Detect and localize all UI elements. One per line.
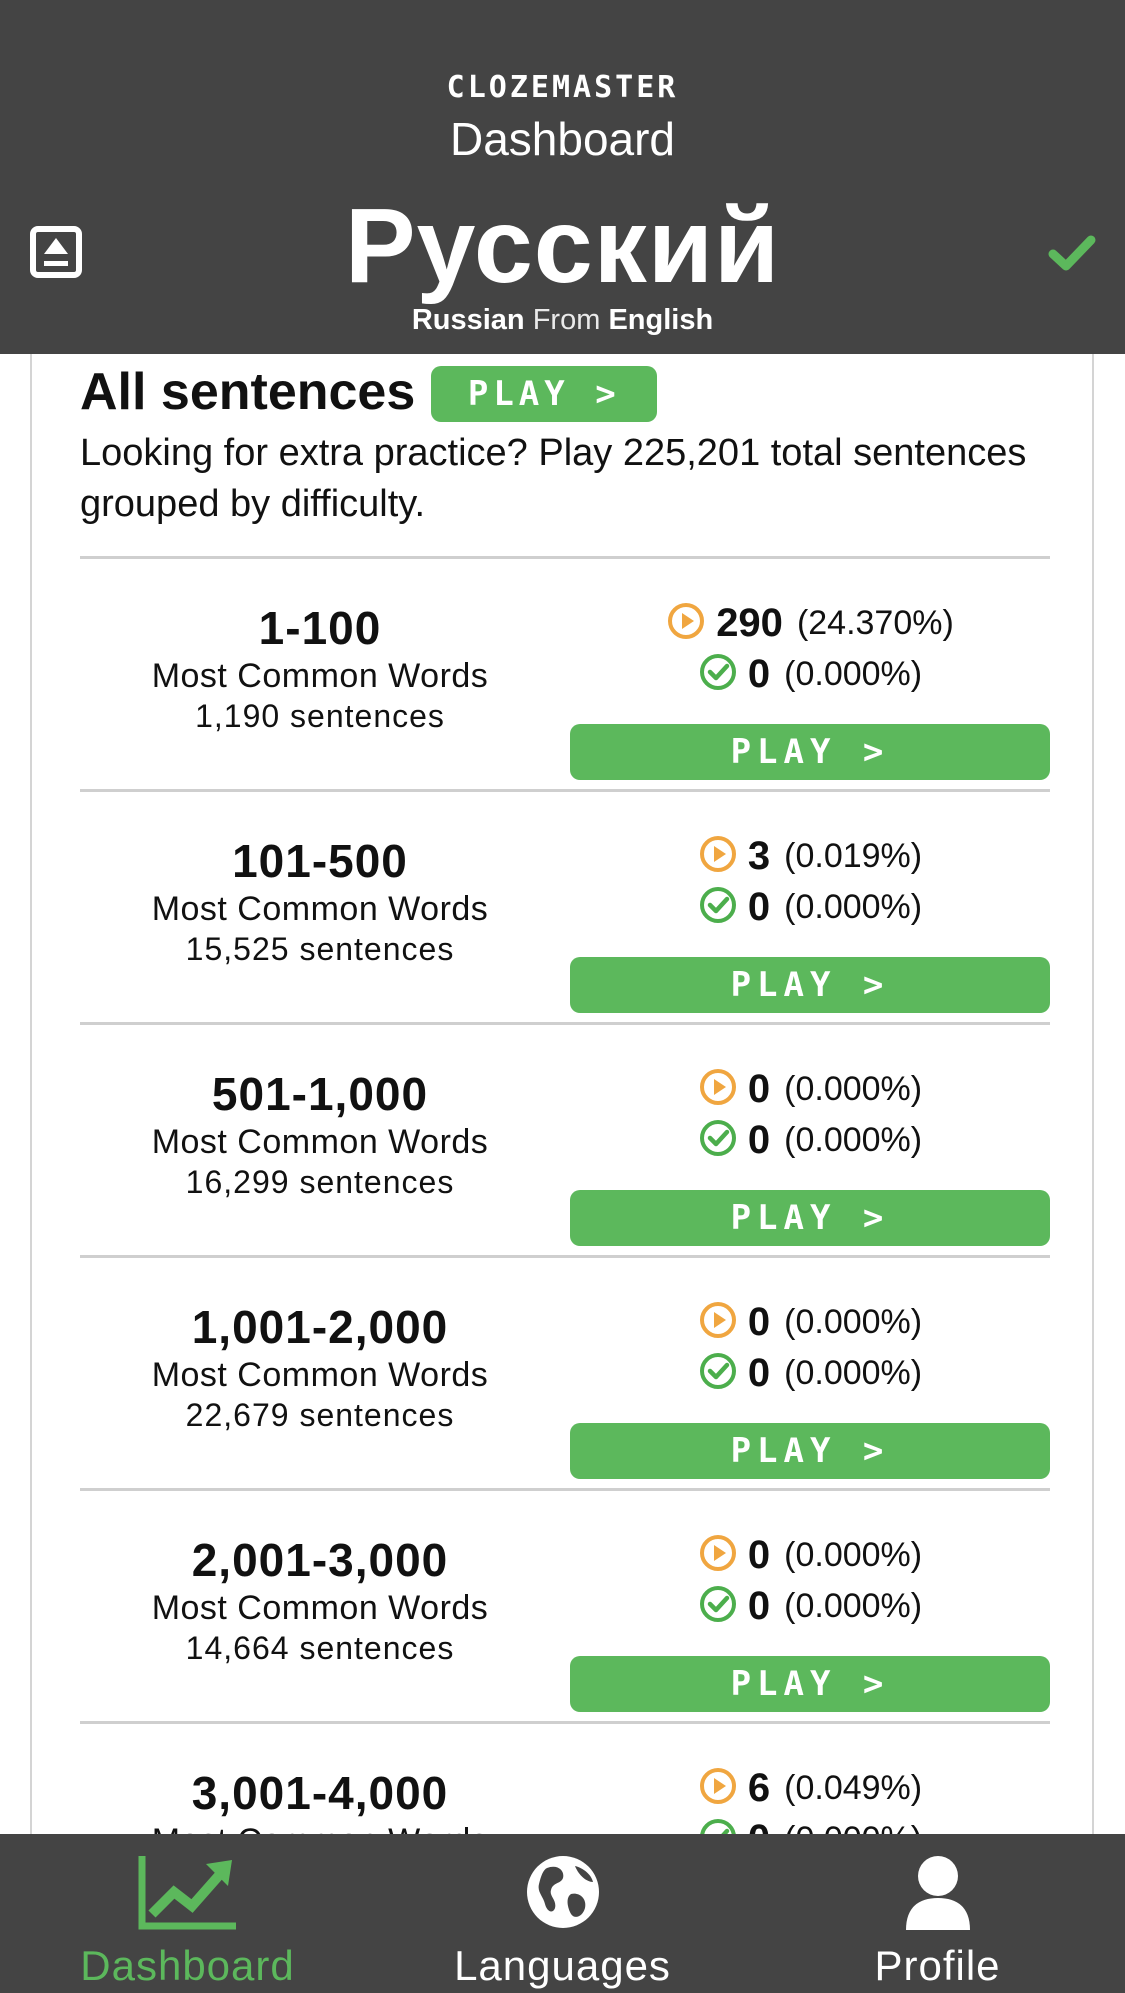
played-percent: (0.000%): [784, 1069, 923, 1108]
played-count: 3: [747, 833, 771, 878]
mastered-icon: [698, 1351, 738, 1396]
mastered-stat: [570, 1349, 1050, 1397]
difficulty-label: Most Common Words: [151, 1356, 489, 1394]
mastered-icon: [698, 652, 738, 697]
difficulty-label: Most Common Words: [151, 1589, 489, 1627]
row-play-button[interactable]: PLAY >: [570, 1423, 1050, 1479]
from-label: From: [532, 304, 601, 336]
played-stat: [570, 1764, 1050, 1812]
played-stat: [570, 832, 1050, 880]
played-icon: [698, 1533, 738, 1578]
played-count: 6: [747, 1765, 771, 1810]
person-icon: [888, 1854, 988, 1930]
header: [0, 0, 1125, 354]
played-icon: [666, 601, 706, 646]
difficulty-range: 1-100: [258, 602, 382, 654]
sentences-card: [30, 354, 1094, 1834]
played-stat: [570, 1065, 1050, 1113]
page-title: Dashboard: [449, 113, 676, 165]
mastered-stat: [570, 883, 1050, 931]
difficulty-label: Most Common Words: [151, 657, 489, 695]
check-icon[interactable]: [1047, 228, 1097, 278]
difficulty-row: [80, 789, 1050, 1022]
brand-logo-text: CLOZEMASTER: [446, 70, 679, 105]
mastered-stat: [570, 1116, 1050, 1164]
played-icon: [698, 834, 738, 879]
mastered-percent: (0.000%): [784, 1353, 923, 1392]
difficulty-row: [80, 1022, 1050, 1255]
mastered-percent: (0.000%): [784, 654, 923, 693]
tab-dashboard-label: Dashboard: [80, 1942, 295, 1989]
difficulty-row: [80, 556, 1050, 789]
mastered-icon: [698, 1118, 738, 1163]
difficulty-range: 501-1,000: [211, 1068, 429, 1120]
difficulty-label: Most Common Words: [151, 890, 489, 928]
difficulty-row: [80, 1255, 1050, 1488]
mastered-count: 0: [747, 1583, 771, 1628]
language-native-name: Русский: [344, 187, 781, 305]
difficulty-range: 2,001-3,000: [191, 1534, 449, 1586]
sentence-count: 1,190 sentences: [195, 698, 445, 734]
played-count: 0: [747, 1299, 771, 1344]
played-stat: [570, 1531, 1050, 1579]
played-count: 0: [747, 1532, 771, 1577]
mastered-count: 0: [747, 1350, 771, 1395]
all-sentences-title: All sentences: [80, 363, 416, 421]
difficulty-info: [80, 559, 560, 735]
played-percent: (0.049%): [784, 1768, 923, 1807]
row-play-button[interactable]: PLAY >: [570, 1656, 1050, 1712]
mastered-count: 0: [747, 884, 771, 929]
difficulty-range: 101-500: [232, 835, 408, 887]
played-percent: (0.019%): [784, 836, 923, 875]
difficulty-row: [80, 1488, 1050, 1721]
played-count: 290: [716, 600, 783, 645]
difficulty-info: [80, 792, 560, 968]
language-pair: [0, 304, 1125, 337]
played-stat: [570, 599, 1050, 647]
globe-icon: [513, 1854, 613, 1930]
mastered-percent: (0.000%): [784, 1120, 923, 1159]
played-count: 0: [747, 1066, 771, 1111]
mastered-percent: (0.000%): [784, 887, 923, 926]
tab-languages[interactable]: [375, 1834, 750, 1993]
played-stat: [570, 1298, 1050, 1346]
tab-profile[interactable]: [750, 1834, 1125, 1993]
row-play-button[interactable]: PLAY >: [570, 724, 1050, 780]
played-icon: [698, 1067, 738, 1112]
from-language: English: [608, 304, 714, 336]
mastered-percent: (0.000%): [784, 1586, 923, 1625]
difficulty-range: 1,001-2,000: [191, 1301, 449, 1353]
sentence-count: 16,299 sentences: [185, 1164, 455, 1200]
mastered-icon: [698, 1584, 738, 1629]
difficulty-info: [80, 1258, 560, 1434]
tab-languages-label: Languages: [454, 1942, 671, 1989]
played-percent: (0.000%): [784, 1302, 923, 1341]
sentence-count: 14,664 sentences: [185, 1630, 455, 1666]
difficulty-info: [80, 1491, 560, 1667]
mastered-count: 0: [747, 651, 771, 696]
mastered-icon: [698, 885, 738, 930]
difficulty-info: [80, 1025, 560, 1201]
played-percent: (24.370%): [796, 603, 954, 642]
sentence-count: 22,679 sentences: [185, 1397, 455, 1433]
language-name: Russian: [411, 304, 525, 336]
chart-trend-icon: [138, 1854, 238, 1930]
played-icon: [698, 1766, 738, 1811]
row-play-button[interactable]: PLAY >: [570, 957, 1050, 1013]
sentence-count: 15,525 sentences: [185, 931, 455, 967]
tab-bar: [0, 1834, 1125, 1993]
tab-profile-label: Profile: [874, 1942, 1001, 1989]
all-sentences-description: Looking for extra practice? Play 225,201 total sentences grouped by difficulty.: [80, 432, 1027, 525]
row-play-button[interactable]: PLAY >: [570, 1190, 1050, 1246]
mastered-stat: [570, 650, 1050, 698]
all-sentences-play-button[interactable]: PLAY >: [431, 366, 657, 422]
all-sentences-header: [80, 362, 657, 422]
difficulty-range: 3,001-4,000: [191, 1767, 449, 1819]
played-percent: (0.000%): [784, 1535, 923, 1574]
played-icon: [698, 1300, 738, 1345]
mastered-stat: [570, 1582, 1050, 1630]
mastered-count: 0: [747, 1117, 771, 1162]
tab-dashboard[interactable]: [0, 1834, 375, 1993]
difficulty-label: Most Common Words: [151, 1123, 489, 1161]
